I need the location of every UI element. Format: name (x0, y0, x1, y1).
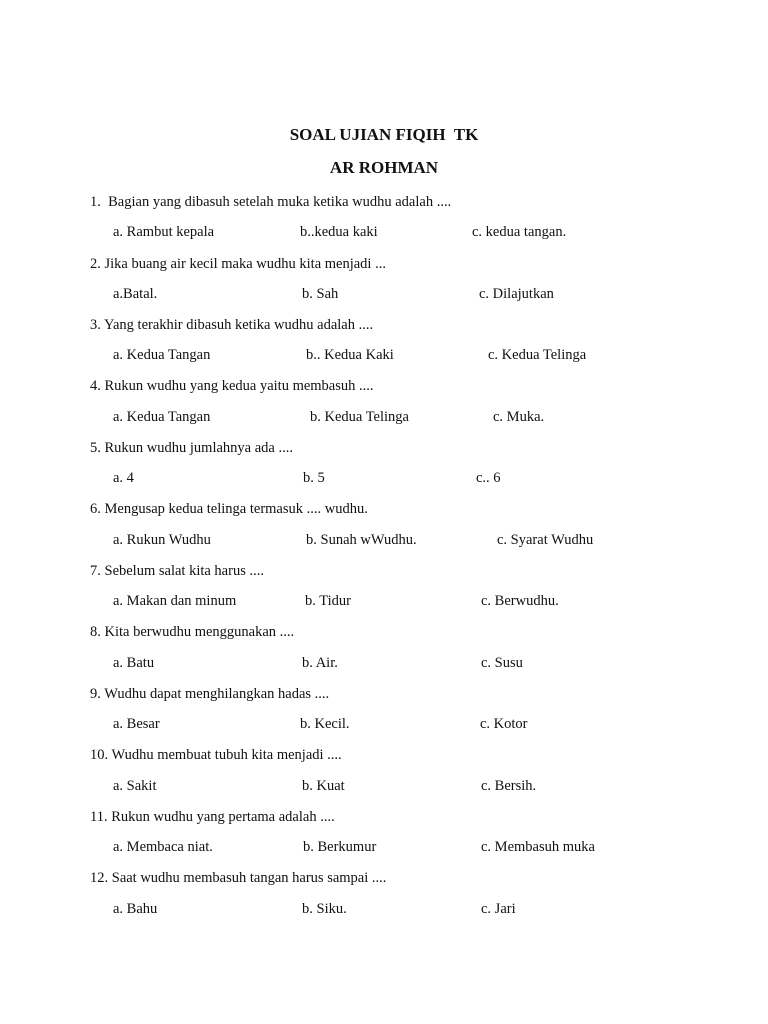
question-12-option-a: a. Bahu (113, 901, 158, 917)
question-12: 12. Saat wudhu membasuh tangan harus sampai .... (90, 870, 387, 886)
question-5-option-c: c.. 6 (476, 470, 501, 486)
question-12-option-c: c. Jari (481, 901, 516, 917)
question-7-option-a: a. Makan dan minum (113, 593, 237, 609)
question-11: 11. Rukun wudhu yang pertama adalah .... (90, 809, 335, 825)
question-4-option-c: c. Muka. (493, 409, 545, 425)
question-9-option-c: c. Kotor (480, 716, 528, 732)
question-4-option-a: a. Kedua Tangan (113, 409, 211, 425)
question-3-option-b: b.. Kedua Kaki (306, 347, 394, 363)
question-2-option-b: b. Sah (302, 286, 339, 302)
question-6-option-b: b. Sunah wWudhu. (306, 532, 417, 548)
question-1-option-a: a. Rambut kepala (113, 224, 215, 240)
question-3-option-a: a. Kedua Tangan (113, 347, 211, 363)
question-8-option-b: b. Air. (302, 655, 338, 671)
question-11-option-b: b. Berkumur (303, 839, 377, 855)
question-11-option-a: a. Membaca niat. (113, 839, 213, 855)
question-4-option-b: b. Kedua Telinga (310, 409, 409, 425)
exam-title: SOAL UJIAN FIQIH TK (289, 125, 479, 144)
question-6: 6. Mengusap kedua telinga termasuk .... wudhu. (90, 501, 368, 517)
question-2-option-a: a.Batal. (113, 286, 158, 302)
question-3-option-c: c. Kedua Telinga (488, 347, 587, 363)
question-7-option-c: c. Berwudhu. (481, 593, 559, 609)
question-1-option-b: b..kedua kaki (300, 224, 378, 240)
question-6-option-a: a. Rukun Wudhu (113, 532, 211, 548)
question-9-option-b: b. Kecil. (300, 716, 350, 732)
question-3: 3. Yang terakhir dibasuh ketika wudhu adalah .... (90, 317, 374, 333)
question-9-option-a: a. Besar (113, 716, 160, 732)
question-1: 1. Bagian yang dibasuh setelah muka ketika wudhu adalah .... (90, 194, 452, 210)
question-11-option-c: c. Membasuh muka (481, 839, 595, 855)
school-name: AR ROHMAN (329, 158, 439, 177)
question-5-option-b: b. 5 (303, 470, 325, 486)
question-7: 7. Sebelum salat kita harus .... (90, 563, 264, 579)
question-10-option-b: b. Kuat (302, 778, 345, 794)
question-9: 9. Wudhu dapat menghilangkan hadas .... (90, 686, 330, 702)
question-8-option-c: c. Susu (481, 655, 523, 671)
question-12-option-b: b. Siku. (302, 901, 347, 917)
question-4: 4. Rukun wudhu yang kedua yaitu membasuh .... (90, 378, 374, 394)
question-5-option-a: a. 4 (113, 470, 134, 486)
question-10: 10. Wudhu membuat tubuh kita menjadi .... (90, 747, 342, 763)
question-2: 2. Jika buang air kecil maka wudhu kita menjadi ... (90, 256, 386, 272)
question-1-option-c: c. kedua tangan. (472, 224, 567, 240)
question-2-option-c: c. Dilajutkan (479, 286, 554, 302)
question-10-option-a: a. Sakit (113, 778, 157, 794)
question-6-option-c: c. Syarat Wudhu (497, 532, 594, 548)
question-8-option-a: a. Batu (113, 655, 155, 671)
question-7-option-b: b. Tidur (305, 593, 351, 609)
question-8: 8. Kita berwudhu menggunakan .... (90, 624, 295, 640)
question-5: 5. Rukun wudhu jumlahnya ada .... (90, 440, 293, 456)
question-10-option-c: c. Bersih. (481, 778, 537, 794)
